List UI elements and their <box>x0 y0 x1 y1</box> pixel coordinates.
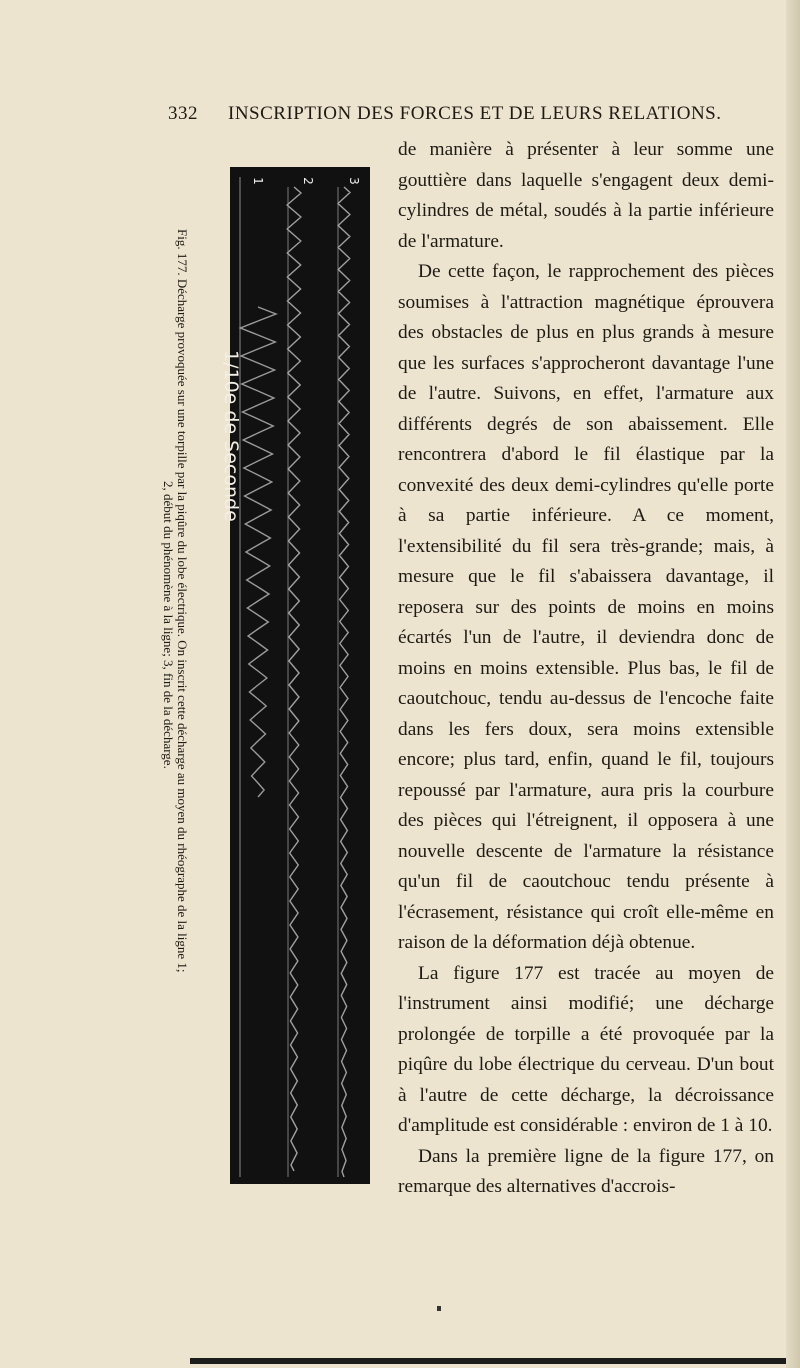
trace-wave-1 <box>240 307 276 797</box>
trace-number-2: 2 <box>300 177 315 185</box>
page-number: 332 <box>168 103 198 124</box>
trace-lines <box>230 167 370 1184</box>
body-text <box>398 135 774 1203</box>
trace-wave-2 <box>287 187 301 1171</box>
bottom-rule <box>190 1358 786 1364</box>
figure-caption <box>160 229 194 973</box>
trace-number-1: 1 <box>250 177 265 185</box>
paragraph-1: de manière à présenter à leur somme une gouttière dans laquelle s'engagent deux demi-cylindres de métal, soudés à la partie inférieure de l'armature. <box>398 139 774 252</box>
trace-number-3: 3 <box>346 177 361 185</box>
paragraph-3: La figure 177 est tracée au moyen de l'instrument ainsi modifié; une décharge prolongée de torpille a été provoquée par la piqûre du lobe électrique du cerveau. D'un bout à l'autre de cette décharge, la décroissance d'amplitude est considérable : environ de 1 à 10. <box>398 962 774 1136</box>
caption-line-2: 2, début du phénomène à la ligne; 3, fin de la décharge. <box>161 481 176 769</box>
paragraph-4: Dans la première ligne de la figure 177, on remarque des alternatives d'accrois- <box>398 1145 774 1197</box>
running-title: INSCRIPTION DES FORCES ET DE LEURS RELATIONS. <box>228 103 722 124</box>
page-edge <box>786 0 800 1368</box>
print-speck <box>437 1306 441 1311</box>
paragraph-2: De cette façon, le rapprochement des pièces soumises à l'attraction magnétique éprouvera des obstacles de plus en plus grands à mesure que les surfaces s'approcheront davantage l'une de l'autre. Suivons, en effet, l'armature aux différents degrés de son abaissement. Elle rencontrera d'abord le fil élastique par la convexité des deux demi-cylindres qu'elle porte à sa partie inférieure. A ce moment, l'extensibilité du fil sera très-grande; mais, à mesure que le fil s'abaissera davantage, il reposera sur des points de moins en moins écartés l'un de l'autre, il deviendra donc de moins en moins extensible. Plus bas, le fil de caoutchouc, tendu au-dessus de l'encoche faite dans les fers doux, sera moins extensible encore; plus tard, enfin, quand le fil, toujours repoussé par l'armature, aura pris la courbure des pièces qui l'étreignent, il opposera à une nouvelle descente de l'armature la résistance qu'un fil de caoutchouc tendu présente à l'écrasement, résistance qui croît elle-même en raison de la déformation déjà obtenue. <box>398 261 774 953</box>
time-scale-label: 1/10e de Seconde <box>220 350 242 522</box>
figure-177-trace <box>230 167 370 1184</box>
trace-wave-3 <box>338 187 350 1177</box>
caption-line-1: Fig. 177. Décharge provoquée sur une torpille par la piqûre du lobe électrique. On inscrit cette décharge au moyen du rhéographe de la ligne 1; <box>175 229 190 973</box>
